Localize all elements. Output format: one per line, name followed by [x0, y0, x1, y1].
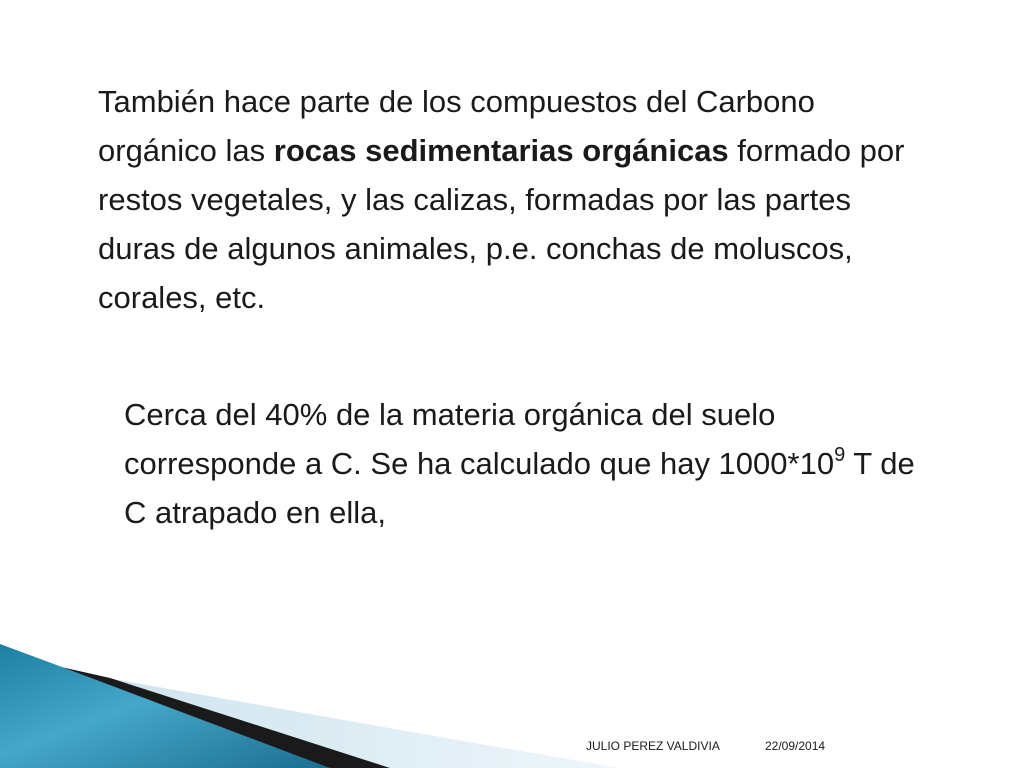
- paragraph-1-text-end: formado por restos vegetales, y las calizas, formadas por las partes duras de algunos animales, p.e. conchas de moluscos, corales, etc.: [98, 133, 905, 315]
- paragraph-soil-carbon: [124, 390, 924, 537]
- paragraph-2-text-end: T de C atrapado en ella,: [124, 446, 915, 530]
- paragraph-carbon-rocks: [98, 77, 928, 322]
- paragraph-1-text-start: También hace parte de los compuestos del Carbono orgánico las: [98, 84, 815, 168]
- decorative-corner-swoosh: [0, 630, 1024, 768]
- paragraph-2-exponent: 9: [834, 443, 846, 466]
- swoosh-blue-wedge: [0, 644, 330, 768]
- paragraph-1-bold-term: rocas sedimentarias orgánicas: [273, 133, 729, 168]
- footer-author: JULIO PEREZ VALDIVIA: [586, 739, 720, 753]
- footer-date: 22/09/2014: [765, 739, 826, 753]
- paragraph-2-text-start: Cerca del 40% de la materia orgánica del suelo corresponde a C. Se ha calculado que hay 1000*10: [124, 397, 835, 481]
